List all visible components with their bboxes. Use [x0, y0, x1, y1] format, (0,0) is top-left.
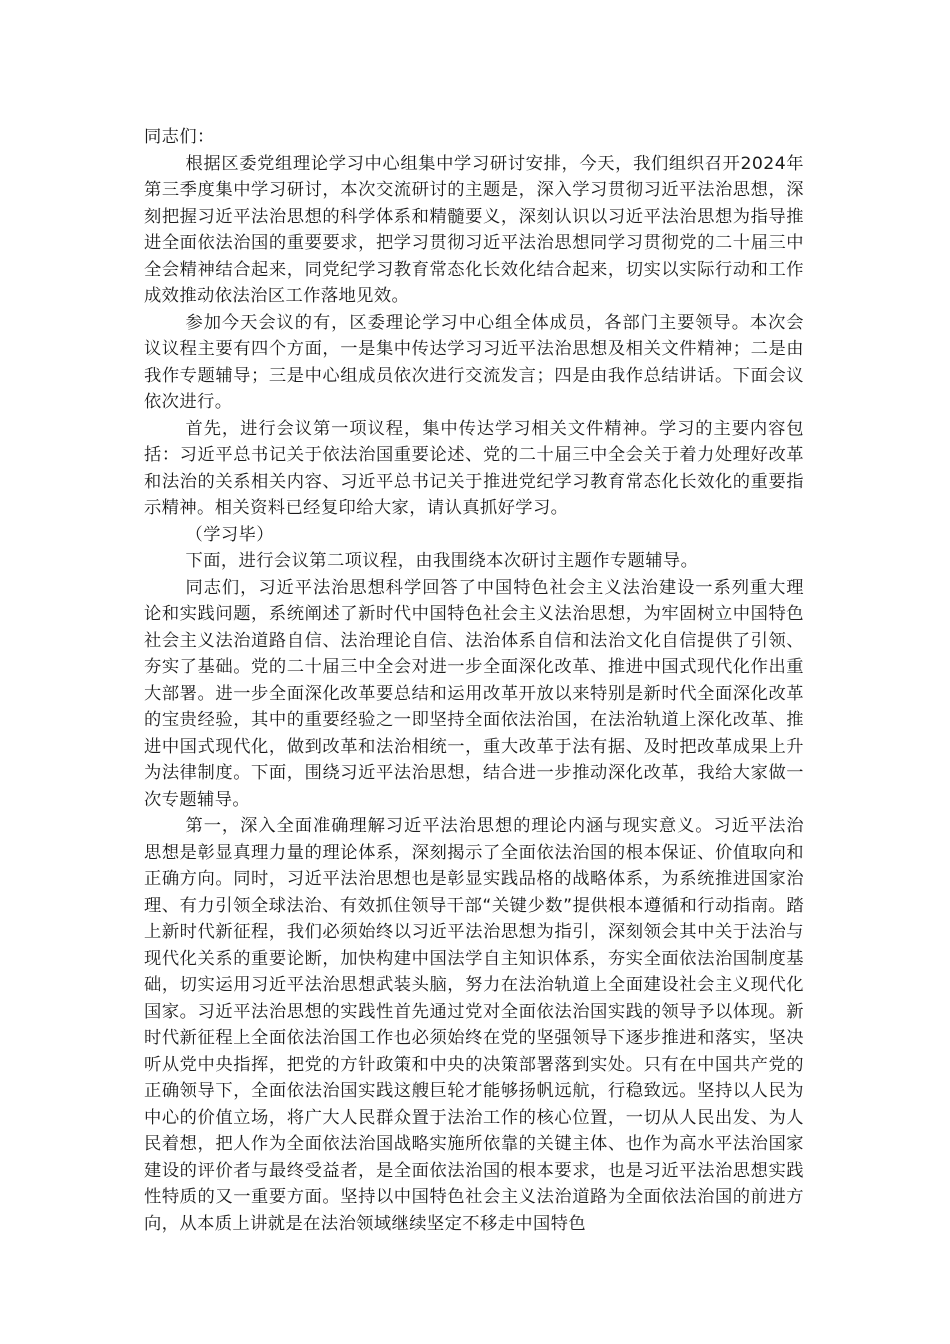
- paragraph-first-agenda: 首先，进行会议第一项议程，集中传达学习相关文件精神。学习的主要内容包括：习近平总书记关于依法治国重要论述、党的二十届三中全会关于着力处理好改革和法治的关系相关内容、习近平总书记关于推进党纪学习教育常态化长效化的重要指示精神。相关资料已经复印给大家，请认真抓好学习。: [144, 418, 804, 518]
- paragraph-opening: 根据区委党组理论学习中心组集中学习研讨安排，今天，我们组织召开2024年第三季度集中学习研讨，本次交流研讨的主题是，深入学习贯彻习近平法治思想，深刻把握习近平法治思想的科学体系和精髓要义，深刻认识以习近平法治思想为指导推进全面依法治国的重要要求，把学习贯彻习近平法治思想同学习贯彻党的二十届三中全会精神结合起来，同党纪学习教育常态化长效化结合起来，切实以实际行动和工作成效推动依法治区工作落地见效。: [144, 153, 804, 306]
- paragraph-introduction: 同志们，习近平法治思想科学回答了中国特色社会主义法治建设一系列重大理论和实践问题，系统阐述了新时代中国特色社会主义法治思想，为牢固树立中国特色社会主义法治道路自信、法治理论自信、法治体系自信和法治文化自信提供了引领、夯实了基础。党的二十届三中全会对进一步全面深化改革、推进中国式现代化作出重大部署。进一步全面深化改革要总结和运用改革开放以来特别是新时代全面深化改革的宝贵经验，其中的重要经验之一即坚持全面依法治国，在法治轨道上深化改革、推进中国式现代化，做到改革和法治相统一，重大改革于法有据、及时把改革成果上升为法律制度。下面，围绕习近平法治思想，结合进一步推动深化改革，我给大家做一次专题辅导。: [144, 577, 804, 810]
- paragraph-second-agenda: 下面，进行会议第二项议程，由我围绕本次研讨主题作专题辅导。: [185, 551, 699, 571]
- salutation: 同志们：: [144, 127, 215, 147]
- study-complete-note: （学习毕）: [185, 524, 274, 545]
- paragraph-attendees-agenda: 参加今天会议的有，区委理论学习中心组全体成员，各部门主要领导。本次会议议程主要有四个方面，一是集中传达学习习近平法治思想及相关文件精神；二是由我作专题辅导；三是中心组成员依次进行交流发言；四是由我作总结讲话。下面会议依次进行。: [144, 312, 804, 412]
- document-body: [144, 124, 804, 1237]
- paragraph-point-one: 第一，深入全面准确理解习近平法治思想的理论内涵与现实意义。习近平法治思想是彰显真理力量的理论体系，深刻揭示了全面依法治国的根本保证、价值取向和正确方向。同时，习近平法治思想也是彰显实践品格的战略体系，为系统推进国家治理、有力引领全球法治、有效抓住领导干部“关键少数”提供根本遵循和行动指南。踏上新时代新征程，我们必须始终以习近平法治思想为指引，深刻领会其中关于法治与现代化关系的重要论断，加快构建中国法学自主知识体系，夯实全面依法治国制度基础，切实运用习近平法治思想武装头脑，努力在法治轨道上全面建设社会主义现代化国家。习近平法治思想的实践性首先通过党对全面依法治国实践的领导予以体现。新时代新征程上全面依法治国工作也必须始终在党的坚强领导下逐步推进和落实，坚决听从党中央指挥，把党的方针政策和中央的决策部署落到实处。只有在中国共产党的正确领导下，全面依法治国实践这艘巨轮才能够扬帆远航，行稳致远。坚持以人民为中心的价值立场，将广大人民群众置于法治工作的核心位置，一切从人民出发、为人民着想，把人作为全面依法治国战略实施所依靠的关键主体、也作为高水平法治国家建设的评价者与最终受益者，是全面依法治国的根本要求，也是习近平法治思想实践性特质的又一重要方面。坚持以中国特色社会主义法治道路为全面依法治国的前进方向，从本质上讲就是在法治领域继续坚定不移走中国特色: [144, 816, 804, 1234]
